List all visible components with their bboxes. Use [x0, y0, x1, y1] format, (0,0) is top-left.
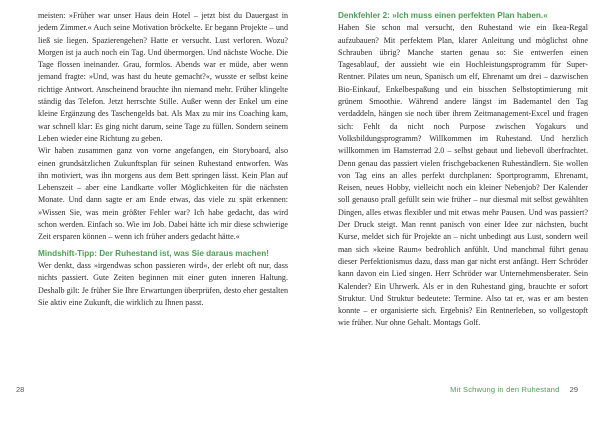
- mindshift-tip-heading: Mindshift-Tipp: Der Ruhestand ist, was Sie daraus machen!: [38, 248, 269, 258]
- left-page: [38, 10, 288, 309]
- left-page-number: 28: [16, 385, 25, 394]
- denkfehler-heading: Denkfehler 2: »Ich muss einen perfekten Plan haben.«: [338, 11, 548, 20]
- left-paragraph-2: Wir haben zusammen ganz von vorne angefangen, ein Storyboard, also einen grundsätzlichen Zukunftsplan für seinen Ruhestand entworfen. Was ihn motiviert, was ihn morgens aus dem Bett springen lässt. Kein Plan auf Lebenszeit – aber eine Landkarte voller Möglichkeiten für die nächsten Monate. Und dann sagte er am Ende etwas, das viele zu spät erkennen: »Wissen Sie, was mein größter Fehler war? Ich habe gedacht, das wird schon werden. Einfach so. Wie im Job. Dabei hätte ich mir diese schwierige Zeit ersparen können – wenn ich früher anders gedacht hätte.«: [38, 146, 288, 242]
- running-head: Mit Schwung in den Ruhestand: [450, 385, 560, 394]
- right-page-number: 29: [569, 385, 578, 394]
- left-paragraph-1: meisten: »Früher war unser Haus dein Hotel – jetzt bist du Dauergast in jedem Zimmer.« Auch seine Motivation bröckelte. Er begann Projekte – und ließ sie liegen. Spazierengehen? Hatte er versucht. Lust verloren. Wozu? Morgen ist ja auch noch ein Tag. Und übermorgen. Und nächste Woche. Die Tage flossen ineinander. Grau, formlos. Abends war er müde, aber wenn jemand fragte: »Und, was hast du heute gemacht?«, wusste er selbst keine richtige Antwort. Anscheinend brauchte ihn niemand mehr. Früher klingelte ständig das Telefon. Jetzt herrschte Stille. Außer wenn der Enkel um eine kleine Ergänzung des Taschengelds bat. Als Max zu mir ins Coaching kam, war schnell klar: Es ging nicht darum, seine Tage zu füllen. Sondern seinem Leben wieder eine Richtung zu geben.: [38, 11, 288, 143]
- right-footer: [450, 385, 578, 394]
- right-page: [338, 10, 588, 330]
- left-paragraph-3: Wer denkt, dass »irgendwas schon passieren wird«, der erlebt oft nur, dass nichts passiert. Gute Zeiten beginnen mit einer guten inneren Haltung. Deshalb gilt: Je früher Sie Ihre Erwartungen überprüfen, desto eher gestalten Sie aktiv eine Zukunft, die wirklich zu Ihnen passt.: [38, 260, 288, 307]
- right-paragraph-1: Haben Sie schon mal versucht, den Ruhestand wie ein Ikea-Regal aufzubauen? Mit perfektem Plan, klarer Anleitung und möglichst ohne Schrauben übrig? Manche starten genau so: Sie entwerfen einen Tagesablauf, der aussieht wie ein Hochleistungsprogramm für Super-Rentner. Pilates um neun, Spanisch um elf, Ehrenamt um drei – dazwischen Bio-Einkauf, Enkelbespaßung und ein bisschen Selbstoptimierung mit grünem Smoothie. Während andere längst im Bademantel den Tag verdaddeln, hängen sie noch über ihrem Zeitmanagement-Excel und fragen sich: Fehlt da nicht noch Purpose zwischen Yogakurs und Volksbildungsprogramm? Willkommen im Ruhestand. Und herzlich willkommen im Hamsterrad 2.0 – selbst gebaut und liebevoll überfrachtet. Denn genau das passiert vielen frischgebackenen Ruheständlern. Sie wollen von Tag eins an alles perfekt durchplanen: Sportprogramm, Ehrenamt, Reisen, neues Hobby, vielleicht noch ein kleiner Nebenjob? Der Kalender soll genauso prall gefüllt sein wie früher – nur diesmal mit selbst gewählten Dingen, alles etwas flexibler und mit etwas mehr Pausen. Und was passiert? Der Druck steigt. Man rennt panisch von einer Idee zur nächsten, bucht Kurse, meldet sich für Projekte an – nicht unbedingt aus Lust, sondern weil man sich »keine Raum« bedrohlich anfühlt. Und manchmal führt genau dieser Perfektionismus dazu, dass man gar nicht erst anfängt. Herr Schröder kann davon ein Lied singen. Herr Schröder war Unternehmensberater. Sein Kalender? Ein Uhrwerk. Als er in den Ruhestand ging, brauchte er sofort Struktur. Und Struktur bedeutete: Termine. Also tat er, was er am besten konnte – er organisierte sich. Ergebnis? Ein Rentnerleben, so vollgestopft wie früher. Nur ohne Gehalt. Montags Golf.: [338, 23, 588, 328]
